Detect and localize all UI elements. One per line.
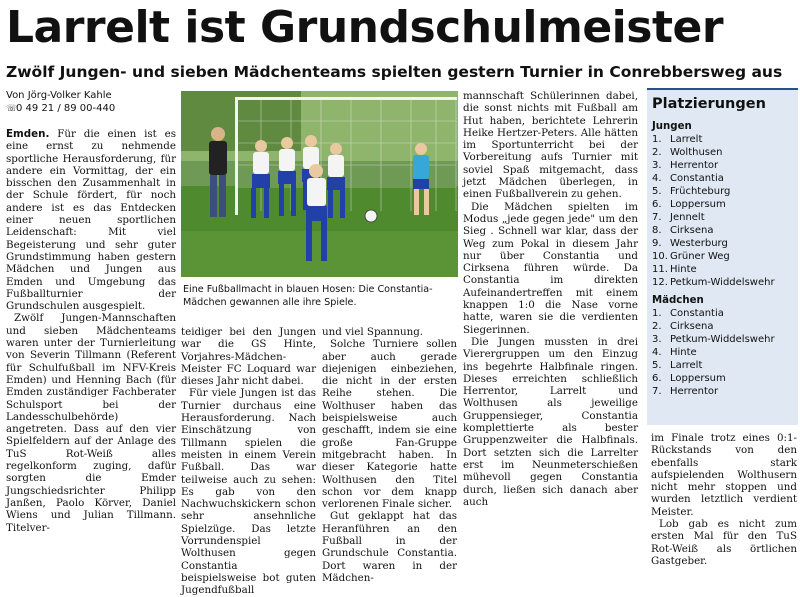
standings-team: Hinte <box>670 347 697 358</box>
standings-team: Loppersum <box>670 199 726 210</box>
article-paragraph: Die Mädchen spielten im Modus „jede gegen jede" um den Sieg . Schnell war klar, dass der Weg zum Pokal in diesem Jahr nur über Constantia und Cirksena führen würde. Da Constantia im direkten Aufeinandertreffen mit einem knappen 1:0 die Nase vorne hatte, waren sie die verdienten Siegerinnen. <box>463 200 638 336</box>
article-paragraph: Gut geklappt hat das Heranführen an den Fußball in der Grundschule Constantia. Dort waren in der Mädchen- <box>322 510 457 584</box>
standings-rank: 9. <box>652 238 662 249</box>
standings-rank: 8. <box>652 225 662 236</box>
standings-rank: 7. <box>652 386 662 397</box>
article-paragraph: Für viele Jungen ist das Turnier durchaus eine Herausforderung. Nach Einschätzung von Tillmann spielen die meisten in einem Verein Fußball. Das war teilweise auch zu sehen: Es gab von den Nachwuchskickern schon sehr ansehnliche Spielzüge. Das letzte Vorrundenspiel Wolthusen gegen Constantia beispielsweise bot guten Jugendfußball <box>181 387 316 597</box>
standings-team: Hinte <box>670 264 697 275</box>
article-paragraph: Lob gab es nicht zum ersten Mal für den TuS Rot-Weiß als örtlichen Gastgeber. <box>651 518 797 567</box>
article-paragraph <box>6 128 176 312</box>
standings-row <box>652 133 793 146</box>
standings-team: Petkum-Widdelswehr <box>670 277 775 288</box>
article-paragraph: teidiger bei den Jungen war die GS Hinte, Vorjahres-Mädchen-Meister FC Loquard war dieses Jahr nicht dabei. <box>181 326 316 388</box>
standings-team: Cirksena <box>670 225 714 236</box>
standings-team: Früchteburg <box>670 186 731 197</box>
paragraph-text: Für die einen ist es eine ernst zu nehmende sportliche Herausforderung, für andere ein Vormittag, der ein bisschen den Zusammenhalt in der Schule fördert, für noch andere ist es das Entdecken einer neuen sportlichen Leidenschaft: Mit viel Begeisterung und sehr guter Grundstimmung haben gestern Mädchen und Jungen aus Emden und Umgebung das Fußballturnier der Grundschulen ausgespielt. <box>6 128 176 313</box>
phone-number: 0 49 21 / 89 00-440 <box>16 102 116 114</box>
standings-rank: 4. <box>652 173 662 184</box>
standings-row <box>652 250 793 263</box>
standings-team: Larrelt <box>670 360 703 371</box>
standings-row <box>652 172 793 185</box>
standings-row <box>652 359 793 372</box>
subheadline: Zwölf Jungen- und sieben Mädchenteams spielten gestern Turnier in Conrebbersweg aus <box>6 63 783 81</box>
standings-team: Herrentor <box>670 160 719 171</box>
telephone-icon: ☏ <box>6 103 18 114</box>
standings-team: Cirksena <box>670 321 714 332</box>
standings-team: Wolthusen <box>670 147 723 158</box>
article-paragraph: und viel Spannung. <box>322 326 424 338</box>
standings-title: Platzierungen <box>652 96 766 112</box>
standings-row <box>652 198 793 211</box>
standings-team: Jennelt <box>670 212 705 223</box>
standings-girls-heading: Mädchen <box>652 295 704 306</box>
standings-rank: 3. <box>652 160 662 171</box>
standings-team: Larrelt <box>670 134 703 145</box>
ball <box>365 210 377 222</box>
photo-caption: Eine Fußballmacht in blauen Hosen: Die Constantia-Mädchen gewannen alle ihre Spiele. <box>183 284 433 308</box>
standings-rank: 6. <box>652 373 662 384</box>
standings-row <box>652 346 793 359</box>
author-name: Von Jörg-Volker Kahle <box>6 90 112 101</box>
standings-rank: 3. <box>652 334 662 345</box>
standings-team: Constantia <box>670 308 724 319</box>
article-column-1 <box>6 128 176 538</box>
article-column-5 <box>651 432 797 567</box>
standings-row <box>652 211 793 224</box>
standings-rank: 1. <box>652 134 662 145</box>
standings-row <box>652 333 793 346</box>
standings-team: Herrentor <box>670 386 719 397</box>
standings-rank: 12. <box>652 277 668 288</box>
article-column-4 <box>463 90 638 538</box>
headline: Larrelt ist Grundschulmeister <box>6 2 724 53</box>
standings-boys-list <box>652 133 793 289</box>
standings-rank: 10. <box>652 251 668 262</box>
standings-row <box>652 185 793 198</box>
football-photo <box>181 91 458 277</box>
standings-boys-heading: Jungen <box>652 121 692 132</box>
standings-team: Grüner Weg <box>670 251 730 262</box>
standings-team: Westerburg <box>670 238 728 249</box>
standings-rank: 2. <box>652 321 662 332</box>
standings-rank: 7. <box>652 212 662 223</box>
standings-row <box>652 307 793 320</box>
article-paragraph: mannschaft Schülerinnen dabei, die sonst nichts mit Fußball am Hut haben, berichtete Lehrerin Heike Hertzer-Peters. Alle hätten im Sportunterricht bei der Vorbereitung aufs Turnier mit soviel Spaß mitgemacht, dass jetzt Mädchen überlegen, in einen Fußballverein zu gehen. <box>463 90 638 201</box>
article-paragraph: im Finale trotz eines 0:1-Rückstands von den ebenfalls stark aufspielenden Wolthusern nicht mehr stoppen und wurden letztlich verdient Meister. <box>651 432 797 518</box>
standings-team: Constantia <box>670 173 724 184</box>
standings-rank: 11. <box>652 264 668 275</box>
standings-row <box>652 385 793 398</box>
standings-rank: 1. <box>652 308 662 319</box>
standings-rank: 5. <box>652 186 662 197</box>
article-paragraph: Solche Turniere sollen aber auch gerade diejenigen einbeziehen, die nicht in der ersten Reihe stehen. Die Wolthuser haben das beispielsweise auch geschafft, indem sie eine große Fan-Gruppe mitgebracht haben. In dieser Kategorie hatte Wolthusen den Titel schon vor dem knapp verlorenen Finale sicher. <box>322 338 457 511</box>
standings-girls-list <box>652 307 793 398</box>
standings-row <box>652 372 793 385</box>
standings-row <box>652 263 793 276</box>
standings-row <box>652 146 793 159</box>
standings-rank: 5. <box>652 360 662 371</box>
standings-box <box>647 88 798 425</box>
standings-team: Petkum-Widdelswehr <box>670 334 775 345</box>
standings-rank: 6. <box>652 199 662 210</box>
dateline: Emden. <box>6 128 50 140</box>
standings-row <box>652 237 793 250</box>
article-column-3 <box>322 326 457 584</box>
article-photo <box>181 91 458 277</box>
standings-row <box>652 159 793 172</box>
standings-rank: 4. <box>652 347 662 358</box>
author-phone <box>6 103 176 116</box>
article-column-2 <box>181 326 316 597</box>
standings-rank: 2. <box>652 147 662 158</box>
article-paragraph: Zwölf Jungen-Mannschaften und sieben Mädchenteams waren unter der Turnierleitung von Severin Tillmann (Referent für Schulfußball im NFV-Kreis Emden) und Henning Bach (für Emden zuständiger Fachberater Schulsport bei der Landesschulbehörde) angetreten. Dass auf den vier Spielfeldern auf der Anlage des TuS Rot-Weiß alles regelkonform zuging, dafür sorgten die Emder Jungschiedsrichter Philipp Janßen, Paolo Körver, Daniel Wiens und Julian Tillmann. Titelver- <box>6 312 176 534</box>
standings-team: Loppersum <box>670 373 726 384</box>
article-paragraph: Die Jungen mussten in drei Vierergruppen um den Einzug ins begehrte Halbfinale ringen. Dieses erreichten schließlich Herrentor, Larrelt und Wolthusen als jeweilige Gruppensieger, Constantia komplettierte als bester Gruppenzweiter die Halbfinals. Dort setzten sich die Larrelter erst im Neunmeterschießen mühevoll gegen Constantia durch, ließen sich danach aber auch <box>463 335 638 508</box>
standings-row <box>652 276 793 289</box>
standings-row <box>652 224 793 237</box>
standings-row <box>652 320 793 333</box>
byline <box>6 90 176 115</box>
